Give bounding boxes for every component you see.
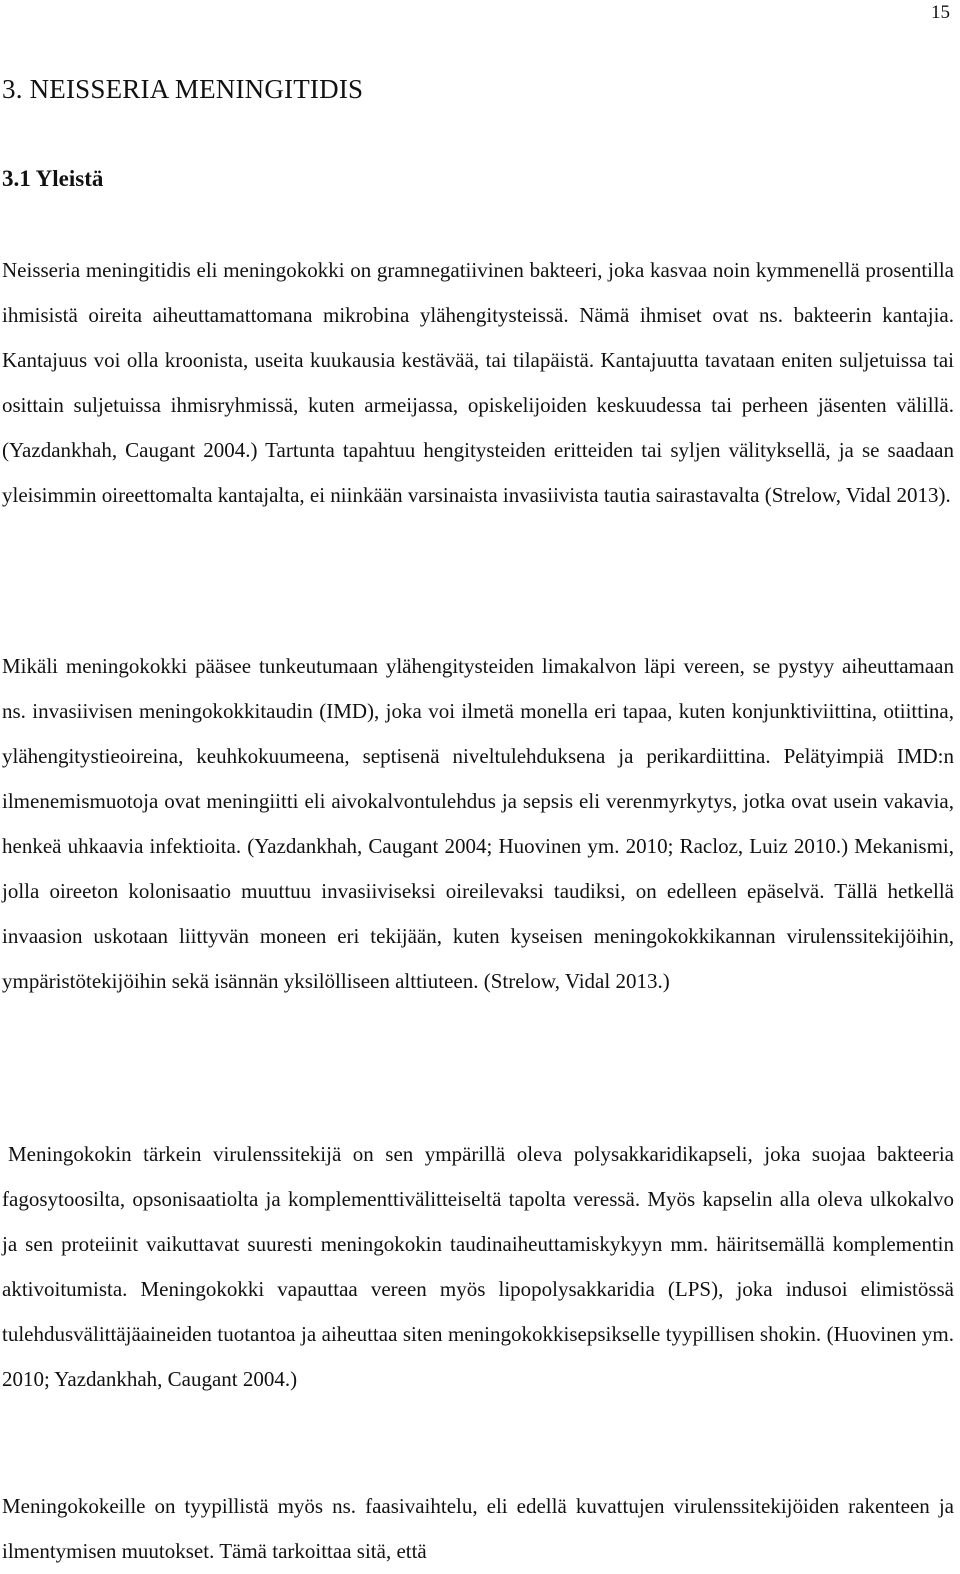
paragraph-phase-variation: Meningokokeille on tyypillistä myös ns. faasivaihtelu, eli edellä kuvattujen virulenssitekijöiden rakenteen ja ilmentymisen muutokset. Tämä tarkoittaa sitä, että [2, 1494, 954, 1563]
paragraph-invasive-disease: Mikäli meningokokki pääsee tunkeutumaan ylähengitysteiden limakalvon läpi vereen, se pystyy aiheuttamaan ns. invasiivisen meningokokkitaudin (IMD), joka voi ilmetä monella eri tapaa, kuten konjunktiviittina, otiittina, ylähengitystieoireina, keuhkokuumeena, septisenä niveltulehduksena ja perikardiittina. Pelätyimpiä IMD:n ilmenemismuotoja ovat meningiitti eli aivokalvontulehdus ja sepsis eli verenmyrkytys, jotka ovat usein vakavia, henkeä uhkaavia infektioita. (Yazdankhah, Caugant 2004; Huovinen ym. 2010; Racloz, Luiz 2010.) Mekanismi, jolla oireeton kolonisaatio muuttuu invasiiviseksi oireilevaksi taudiksi, on edelleen epäselvä. Tällä hetkellä invaasion uskotaan liittyvän moneen eri tekijään, kuten kyseisen meningokokkikannan virulenssitekijöihin, ympäristötekijöihin sekä isännän yksilölliseen alttiuteen. (Strelow, Vidal 2013.) [2, 654, 954, 993]
paragraph-carriers: Neisseria meningitidis eli meningokokki on gramnegatiivinen bakteeri, joka kasvaa noin kymmenellä prosentilla ihmisistä oireita aiheuttamattomana mikrobina ylähengitysteissä. Nämä ihmiset ovat ns. bakteerin kantajia. Kantajuus voi olla kroonista, useita kuukausia kestävää, tai tilapäistä. Kantajuutta tavataan eniten suljetuissa tai osittain suljetuissa ihmisryhmissä, kuten armeijassa, opiskelijoiden keskuudessa tai perheen jäsenten välillä. (Yazdankhah, Caugant 2004.) Tartunta tapahtuu hengitysteiden eritteiden tai syljen välityksellä, ja se saadaan yleisimmin oireettomalta kantajalta, ei niinkään varsinaista invasiivista tautia sairastavalta (Strelow, Vidal 2013). [2, 258, 954, 507]
paragraph-virulence-factors: Meningokokin tärkein virulenssitekijä on sen ympärillä oleva polysakkaridikapseli, joka suojaa bakteeria fagosytoosilta, opsonisaatiolta ja komplementtivälitteiseltä tapolta veressä. Myös kapselin alla oleva ulkokalvo ja sen proteiinit vaikuttavat suuresti meningokokin taudinaiheuttamiskykyyn mm. häiritsemällä komplementin aktivoitumista. Meningokokki vapauttaa vereen myös lipopolysakkaridia (LPS), joka indusoi elimistössä tulehdusvälittäjäaineiden tuotantoa ja aiheuttaa siten meningokokkisepsikselle tyypillisen shokin. (Huovinen ym. 2010; Yazdankhah, Caugant 2004.) [2, 1142, 954, 1391]
page-number: 15 [931, 2, 950, 23]
chapter-heading: 3. NEISSERIA MENINGITIDIS [2, 74, 364, 104]
section-heading: 3.1 Yleistä [2, 166, 104, 191]
